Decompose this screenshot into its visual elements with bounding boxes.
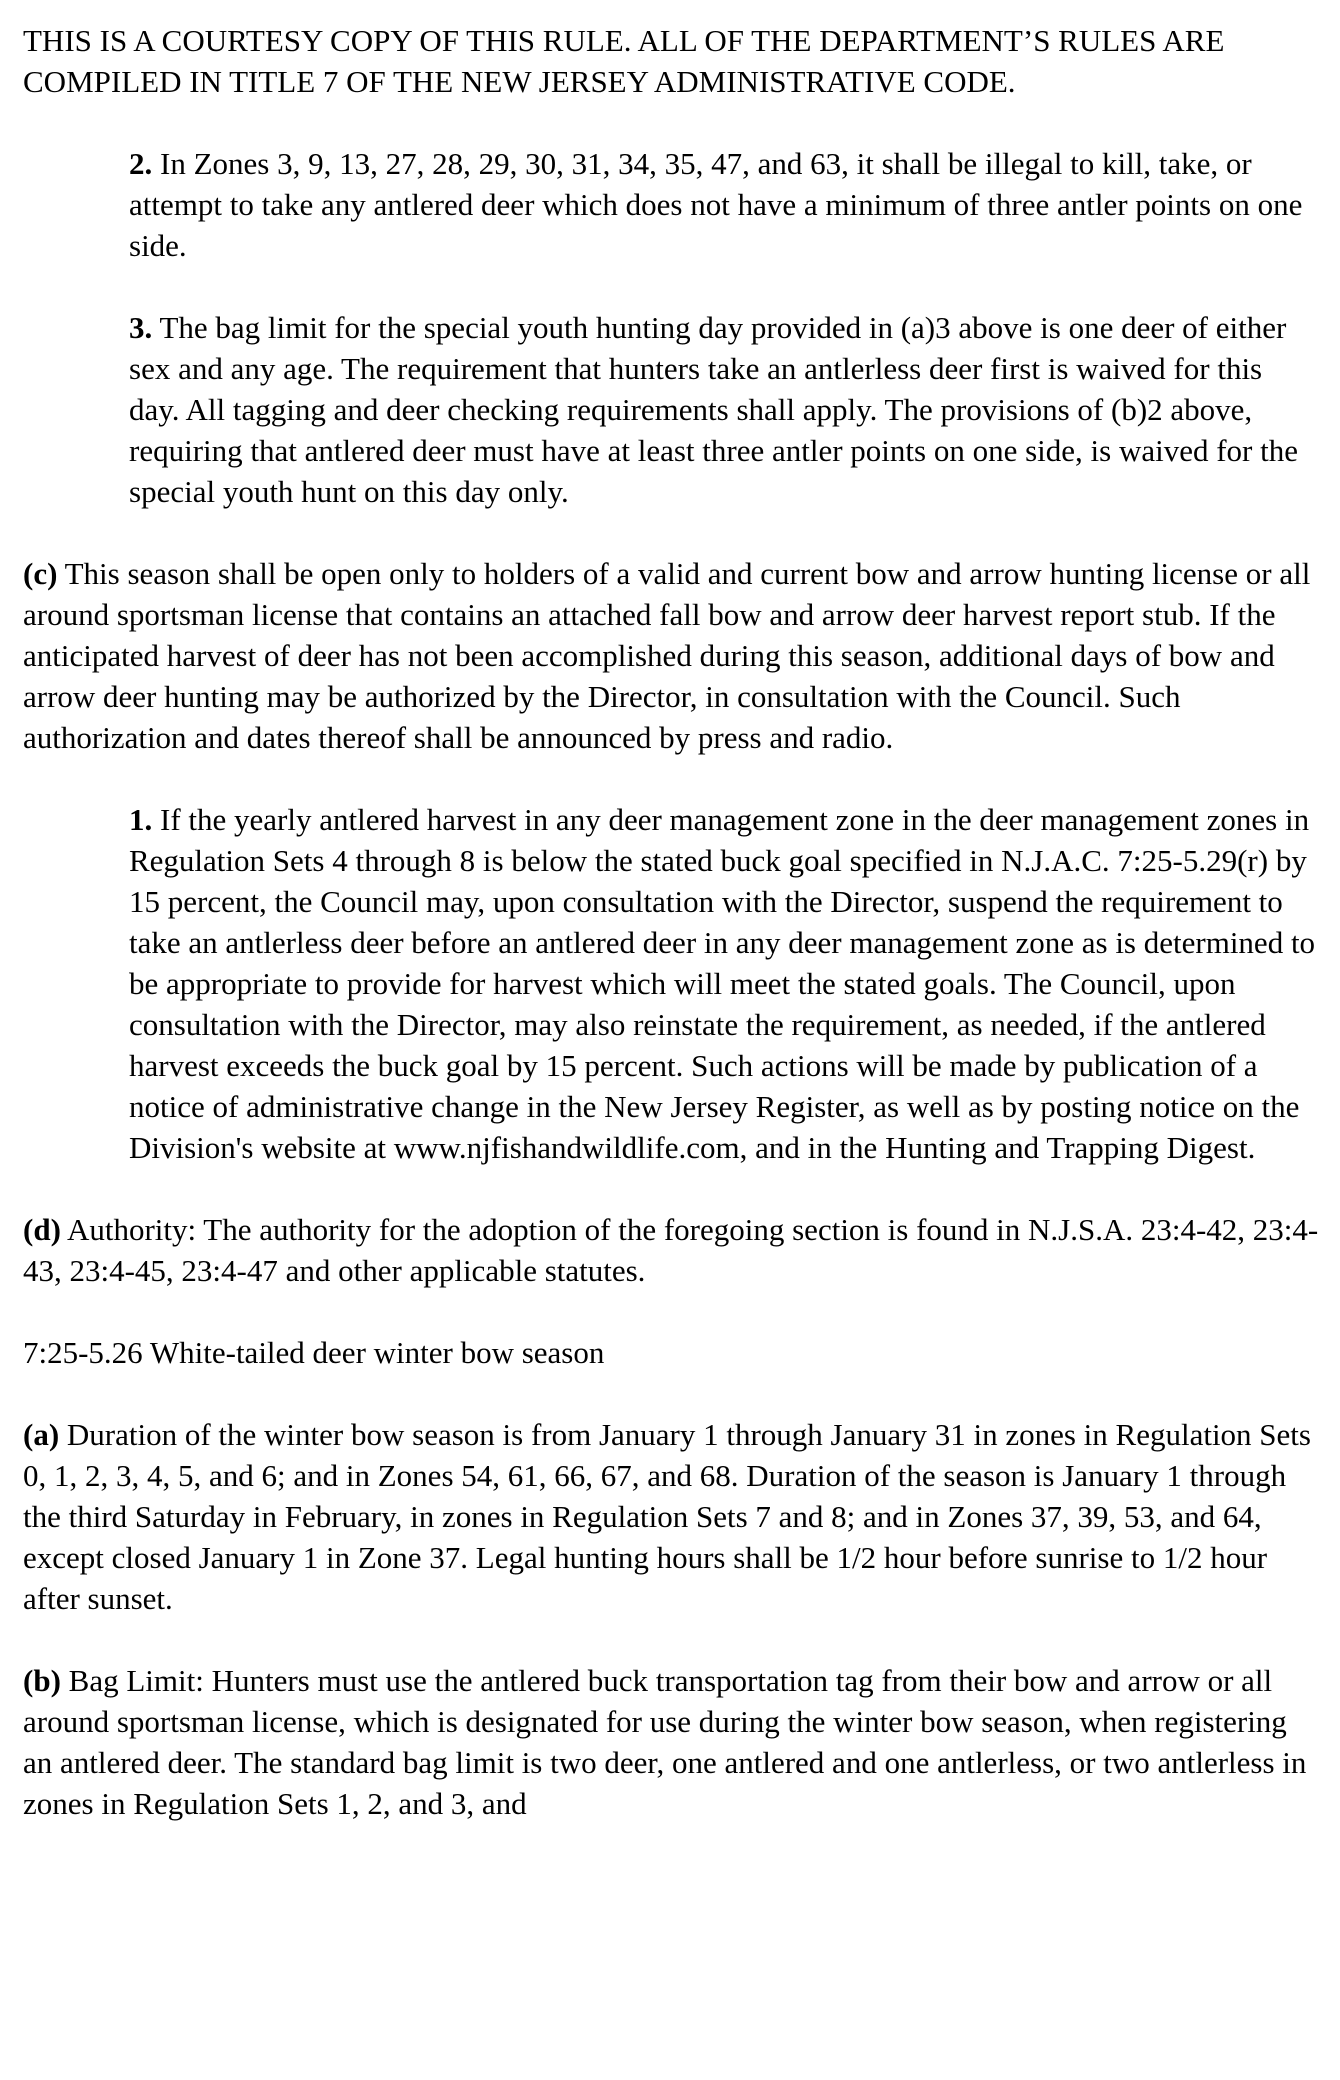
paragraph-b-5-26	[23, 1660, 1323, 1824]
paragraph-c	[23, 553, 1323, 758]
paragraph-d	[23, 1209, 1323, 1291]
paragraph-label: 3.	[129, 310, 153, 345]
paragraph-text: The bag limit for the special youth hunting day provided in (a)3 above is one deer of either sex and any age. The requirement that hunters take an antlerless deer first is waived for this day. All tagging and deer checking requirements shall apply. The provisions of (b)2 above, requiring that antlered deer must have at least three antler points on one side, is waived for the special youth hunt on this day only.	[129, 310, 1298, 509]
paragraph-b2	[129, 143, 1319, 266]
paragraph-text: This season shall be open only to holders of a valid and current bow and arrow hunting license or all around sportsman license that contains an attached fall bow and arrow deer harvest report stub. If the anticipated harvest of deer has not been accomplished during this season, additional days of bow and arrow deer hunting may be authorized by the Director, in consultation with the Council. Such authorization and dates thereof shall be announced by press and radio.	[23, 556, 1311, 755]
paragraph-label: (b)	[23, 1663, 61, 1698]
paragraph-c1	[129, 799, 1319, 1168]
section-title-5-26: 7:25-5.26 White-tailed deer winter bow season	[23, 1335, 605, 1370]
paragraph-text: Bag Limit: Hunters must use the antlered buck transportation tag from their bow and arrow or all around sportsman license, which is designated for use during the winter bow season, when registering an antlered deer. The standard bag limit is two deer, one antlered and one antlerless, or two antlerless in zones in Regulation Sets 1, 2, and 3, and	[23, 1663, 1307, 1821]
paragraph-b3	[129, 307, 1319, 512]
document-page	[23, 20, 1323, 1865]
paragraph-label: 2.	[129, 146, 153, 181]
courtesy-copy-notice: THIS IS A COURTESY COPY OF THIS RULE. ALL OF THE DEPARTMENT’S RULES ARE COMPILED IN TITLE 7 OF THE NEW JERSEY ADMINISTRATIVE CODE.	[23, 23, 1225, 99]
paragraph-text: If the yearly antlered harvest in any deer management zone in the deer management zones in Regulation Sets 4 through 8 is below the stated buck goal specified in N.J.A.C. 7:25-5.29(r) by 15 percent, the Council may, upon consultation with the Director, suspend the requirement to take an antlerless deer before an antlered deer in any deer management zone as is determined to be appropriate to provide for harvest which will meet the stated goals. The Council, upon consultation with the Director, may also reinstate the requirement, as needed, if the antlered harvest exceeds the buck goal by 15 percent. Such actions will be made by publication of a notice of administrative change in the New Jersey Register, as well as by posting notice on the Division's website at www.njfishandwildlife.com, and in the Hunting and Trapping Digest.	[129, 802, 1316, 1165]
paragraph-label: (d)	[23, 1212, 61, 1247]
paragraph-label: (a)	[23, 1417, 60, 1452]
paragraph-text: Authority: The authority for the adoption of the foregoing section is found in N.J.S.A. 23:4-42, 23:4-43, 23:4-45, 23:4-47 and other applicable statutes.	[23, 1212, 1319, 1288]
paragraph-label: 1.	[129, 802, 153, 837]
paragraph-a-5-26	[23, 1414, 1323, 1619]
paragraph-text: In Zones 3, 9, 13, 27, 28, 29, 30, 31, 34, 35, 47, and 63, it shall be illegal to kill, take, or attempt to take any antlered deer which does not have a minimum of three antler points on one side.	[129, 146, 1303, 263]
paragraph-text: Duration of the winter bow season is from January 1 through January 31 in zones in Regulation Sets 0, 1, 2, 3, 4, 5, and 6; and in Zones 54, 61, 66, 67, and 68. Duration of the season is January 1 through the third Saturday in February, in zones in Regulation Sets 7 and 8; and in Zones 37, 39, 53, and 64, except closed January 1 in Zone 37. Legal hunting hours shall be 1/2 hour before sunrise to 1/2 hour after sunset.	[23, 1417, 1311, 1616]
paragraph-label: (c)	[23, 556, 58, 591]
